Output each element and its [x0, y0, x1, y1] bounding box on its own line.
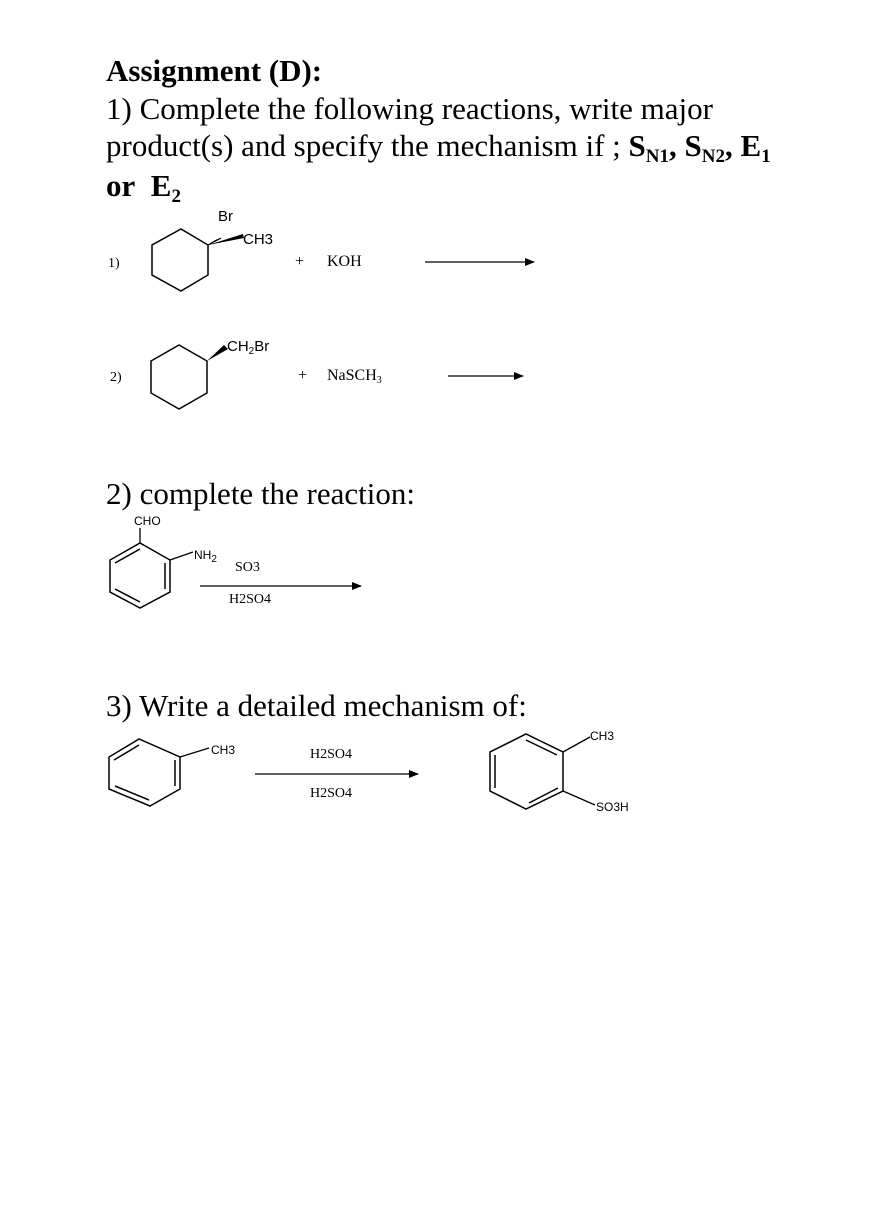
question-1-line-2-text: product(s) and specify the mechanism if ; [106, 128, 621, 163]
question-2-amine-bond [170, 552, 193, 560]
question-3-title: 3) Write a detailed mechanism of: [106, 688, 527, 723]
question-3-toluene-ring [109, 739, 180, 806]
assignment-heading: Assignment (D): [106, 53, 323, 88]
question-1-line-1: 1) Complete the following reactions, write major [106, 91, 713, 126]
reaction-1-cyclohexane [152, 229, 208, 291]
question-3-product-ring [490, 734, 563, 809]
reaction-2-label: 2) [110, 370, 122, 385]
question-3-reagent-below: H2SO4 [310, 786, 353, 801]
reaction-2-reagent: NaSCH$_3$ [327, 367, 382, 386]
question-3-toluene-methyl-bond [180, 748, 209, 757]
question-2-benzene-ring [110, 543, 170, 608]
mechanism-e2: $E_2$ [150, 168, 181, 207]
reaction-1-label: 1) [108, 256, 120, 271]
question-2-title: 2) complete the reaction: [106, 476, 416, 511]
reaction-2-plus: + [298, 367, 308, 384]
reaction-1-plus: + [295, 253, 305, 270]
question-2-reagent-below: H2SO4 [229, 592, 272, 607]
question-3-product-sulfonic-label: SO3H [596, 800, 629, 814]
question-2-reagent-above: SO3 [235, 560, 260, 575]
question-2-aldehyde-label: CHO [134, 514, 161, 528]
mechanism-e1: $E_1$ [740, 128, 771, 167]
reaction-1-methyl-label: CH3 [243, 231, 274, 248]
reaction-1-bromo-label: Br [218, 208, 233, 225]
mechanism-sn2: $S_{N2}$, [684, 128, 733, 167]
question-3-start-methyl-label: CH3 [211, 743, 236, 757]
reaction-2-bromomethyl-label: $CH_2Br$ [227, 338, 270, 357]
question-3-reagent-above: H2SO4 [310, 747, 353, 762]
reaction-2-cyclohexane [151, 345, 207, 409]
question-2-amine-label: $NH_2$ [194, 548, 217, 565]
question-3-product-sulfonic-bond [563, 791, 595, 805]
reaction-1-reagent: KOH [327, 253, 362, 270]
or-text: or [106, 168, 136, 203]
reaction-1-wedge-bond [208, 234, 244, 245]
mechanism-sn1: $S_{N1}$, [628, 128, 677, 167]
reaction-2-wedge-bond [207, 345, 228, 361]
question-3-product-methyl-bond [563, 737, 590, 752]
question-3-product-methyl-label: CH3 [590, 729, 615, 743]
